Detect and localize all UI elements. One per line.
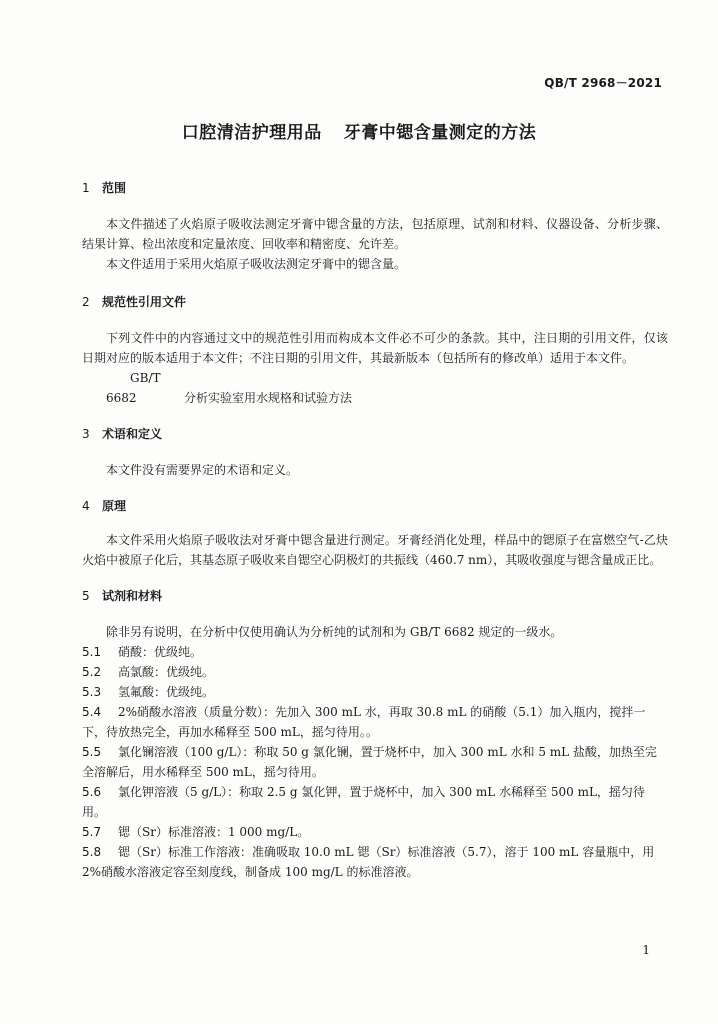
item-number: 5.3 bbox=[82, 685, 102, 699]
normative-reference bbox=[82, 368, 668, 408]
page-number: 1 bbox=[642, 943, 650, 957]
paragraph: 本文件没有需要界定的术语和定义。 bbox=[106, 463, 299, 477]
section-heading-reagents bbox=[82, 586, 668, 606]
section-heading-principle bbox=[82, 496, 668, 516]
item-text: 2%硝酸水溶液（质量分数）：先加入 300 mL 水，再取 30.8 mL 的硝酸（5.1）加入瓶内，搅拌一下，待放热完全，再加水稀释至 500 mL，摇匀待用。。 bbox=[82, 705, 646, 739]
section-heading-scope bbox=[82, 178, 668, 198]
list-item bbox=[82, 702, 668, 742]
section-heading-terms bbox=[82, 424, 668, 444]
list-item bbox=[82, 642, 668, 662]
section-title: 试剂和材料 bbox=[102, 589, 163, 603]
item-text: 氯化镧溶液（100 g/L）：称取 50 g 氯化镧，置于烧杯中，加入 300 mL 水和 5 mL 盐酸，加热至完全溶解后，用水稀释至 500 mL，摇匀待用。 bbox=[82, 745, 657, 779]
list-item bbox=[82, 662, 668, 682]
standard-number: QB/T 2968－2021 bbox=[544, 76, 662, 90]
paragraph: 本文件采用火焰原子吸收法对牙膏中锶含量进行测定。牙膏经消化处理，样品中的锶原子在富燃空气-乙炔火焰中被原子化后，其基态原子吸收来自锶空心阴极灯的共振线（460.7 nm），其吸收强度与锶含量成正比。 bbox=[82, 533, 668, 567]
section-number: 3 bbox=[82, 427, 90, 441]
paragraph: 下列文件中的内容通过文中的规范性引用而构成本文件必不可少的条款。其中，注日期的引用文件，仅该日期对应的版本适用于本文件；不注日期的引用文件，其最新版本（包括所有的修改单）适用于本文件。 bbox=[82, 331, 668, 365]
section-heading-normative bbox=[82, 292, 668, 312]
item-text: 氢氟酸：优级纯。 bbox=[118, 685, 215, 699]
section-title: 原理 bbox=[102, 499, 127, 513]
item-number: 5.7 bbox=[82, 825, 102, 839]
section-number: 5 bbox=[82, 589, 90, 603]
item-text: 硝酸：优级纯。 bbox=[118, 645, 203, 659]
section-title: 术语和定义 bbox=[102, 427, 163, 441]
document-body bbox=[82, 178, 668, 882]
item-text: 氯化钾溶液（5 g/L）：称取 2.5 g 氯化钾，置于烧杯中，加入 300 mL 水稀释至 500 mL，摇匀待用。 bbox=[82, 785, 645, 819]
list-item bbox=[82, 742, 668, 782]
section-number: 1 bbox=[82, 181, 90, 195]
list-item bbox=[82, 782, 668, 822]
item-text: 锶（Sr）标准工作溶液：准确吸取 10.0 mL 锶（Sr）标准溶液（5.7），溶于 100 mL 容量瓶中，用 2%硝酸水溶液定容至刻度线，制备成 100 mg/L 的标准溶液。 bbox=[82, 845, 655, 879]
paragraph: 本文件适用于采用火焰原子吸收法测定牙膏中的锶含量。 bbox=[106, 257, 407, 271]
item-number: 5.4 bbox=[82, 705, 102, 719]
item-number: 5.6 bbox=[82, 785, 102, 799]
section-title: 范围 bbox=[102, 181, 127, 195]
document-title bbox=[0, 118, 718, 143]
title-part-1: 口腔清洁护理用品 bbox=[181, 123, 322, 143]
item-number: 5.8 bbox=[82, 845, 102, 859]
item-number: 5.1 bbox=[82, 645, 102, 659]
item-number: 5.2 bbox=[82, 665, 102, 679]
item-number: 5.5 bbox=[82, 745, 102, 759]
section-number: 2 bbox=[82, 295, 90, 309]
paragraph: 除非另有说明，在分析中仅使用确认为分析纯的试剂和为 GB/T 6682 规定的一级水。 bbox=[106, 625, 563, 639]
list-item bbox=[82, 682, 668, 702]
section-number: 4 bbox=[82, 499, 90, 513]
item-text: 锶（Sr）标准溶液：1 000 mg/L。 bbox=[118, 825, 310, 839]
reference-code: GB/T 6682 bbox=[106, 371, 161, 405]
list-item bbox=[82, 822, 668, 842]
reference-title: 分析实验室用水规格和试验方法 bbox=[184, 391, 353, 405]
title-part-2: 牙膏中锶含量测定的方法 bbox=[343, 123, 537, 143]
section-title: 规范性引用文件 bbox=[102, 295, 187, 309]
item-text: 高氯酸：优级纯。 bbox=[118, 665, 215, 679]
list-item bbox=[82, 842, 668, 882]
paragraph: 本文件描述了火焰原子吸收法测定牙膏中锶含量的方法，包括原理、试剂和材料、仪器设备、分析步骤、结果计算、检出浓度和定量浓度、回收率和精密度、允许差。 bbox=[82, 217, 668, 251]
